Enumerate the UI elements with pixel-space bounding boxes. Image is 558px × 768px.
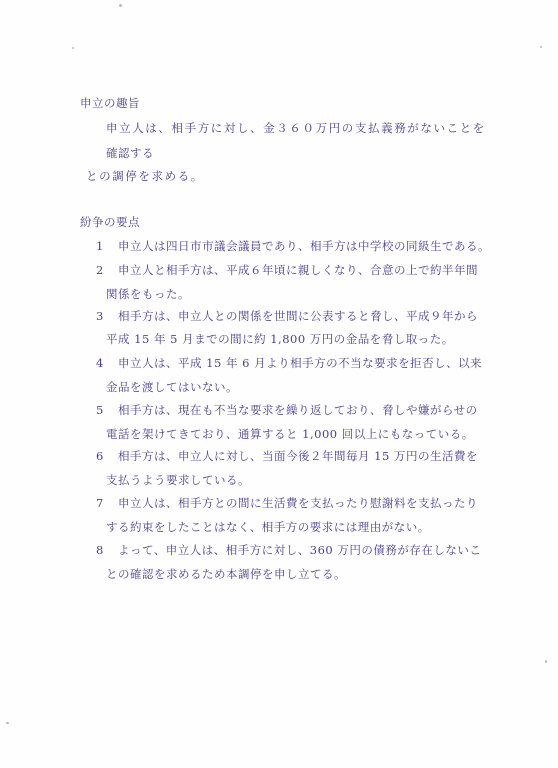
item-text-line: 金品を渡してはいない。: [106, 380, 238, 394]
item-text-line: よって、申立人は、相手方に対し、360 万円の債務が存在しないこ: [118, 543, 482, 557]
scan-speck: [540, 46, 542, 48]
item-number: 7: [96, 496, 104, 510]
item-text-line: 相手方は、申立人との関係を世間に公表すると脅し、平成９年から: [118, 309, 478, 323]
item-number: 5: [96, 403, 104, 417]
item-text-line: 支払うよう要求している。: [106, 473, 250, 487]
purpose-text-line: 申立人は、相手方に対し、金３６０万円の支払義務がないことを: [106, 121, 486, 135]
item-number: 1: [96, 239, 104, 253]
scan-speck: [545, 660, 547, 663]
item-text-line: 相手方は、現在も不当な要求を繰り返しており、脅しや嫌がらせの: [118, 403, 478, 417]
scan-speck: [119, 4, 122, 7]
scan-speck: [6, 722, 9, 724]
item-number: 4: [96, 356, 104, 370]
purpose-text-line: との調停を求める。: [86, 169, 204, 183]
item-text-line: する約束をしたことはなく、相手方の要求には理由がない。: [106, 520, 430, 534]
item-number: 2: [96, 263, 104, 277]
item-text-line: 関係をもった。: [106, 287, 190, 301]
section-heading-purpose: 申立の趣旨: [80, 96, 140, 110]
item-text-line: 電話を架けてきており、通算すると 1,000 回以上にもなっている。: [106, 427, 474, 441]
item-text-line: 相手方は、申立人に対し、当面今後２年間毎月 15 万円の生活費を: [118, 449, 478, 463]
section-heading-dispute-points: 紛争の要点: [80, 215, 140, 229]
item-number: 8: [96, 543, 104, 557]
item-number: 3: [96, 309, 104, 323]
scan-speck: [72, 47, 74, 49]
item-text-line: 申立人は、相手方との間に生活費を支払ったり慰謝料を支払ったり: [118, 496, 478, 510]
item-number: 6: [96, 449, 104, 463]
item-text-line: との確認を求めるため本調停を申し立てる。: [106, 567, 346, 581]
item-text-line: 申立人は、平成 15 年 6 月より相手方の不当な要求を拒否し、以来: [118, 356, 483, 370]
item-text-line: 申立人と相手方は、平成６年頃に親しくなり、合意の上で約半年間: [118, 263, 478, 277]
purpose-text-line: 確認する: [106, 146, 154, 160]
item-text-line: 平成 15 年 5 月までの間に約 1,800 万円の金品を脅し取った。: [106, 332, 454, 346]
item-text-line: 申立人は四日市市議会議員であり、相手方は中学校の同級生である。: [118, 239, 490, 253]
